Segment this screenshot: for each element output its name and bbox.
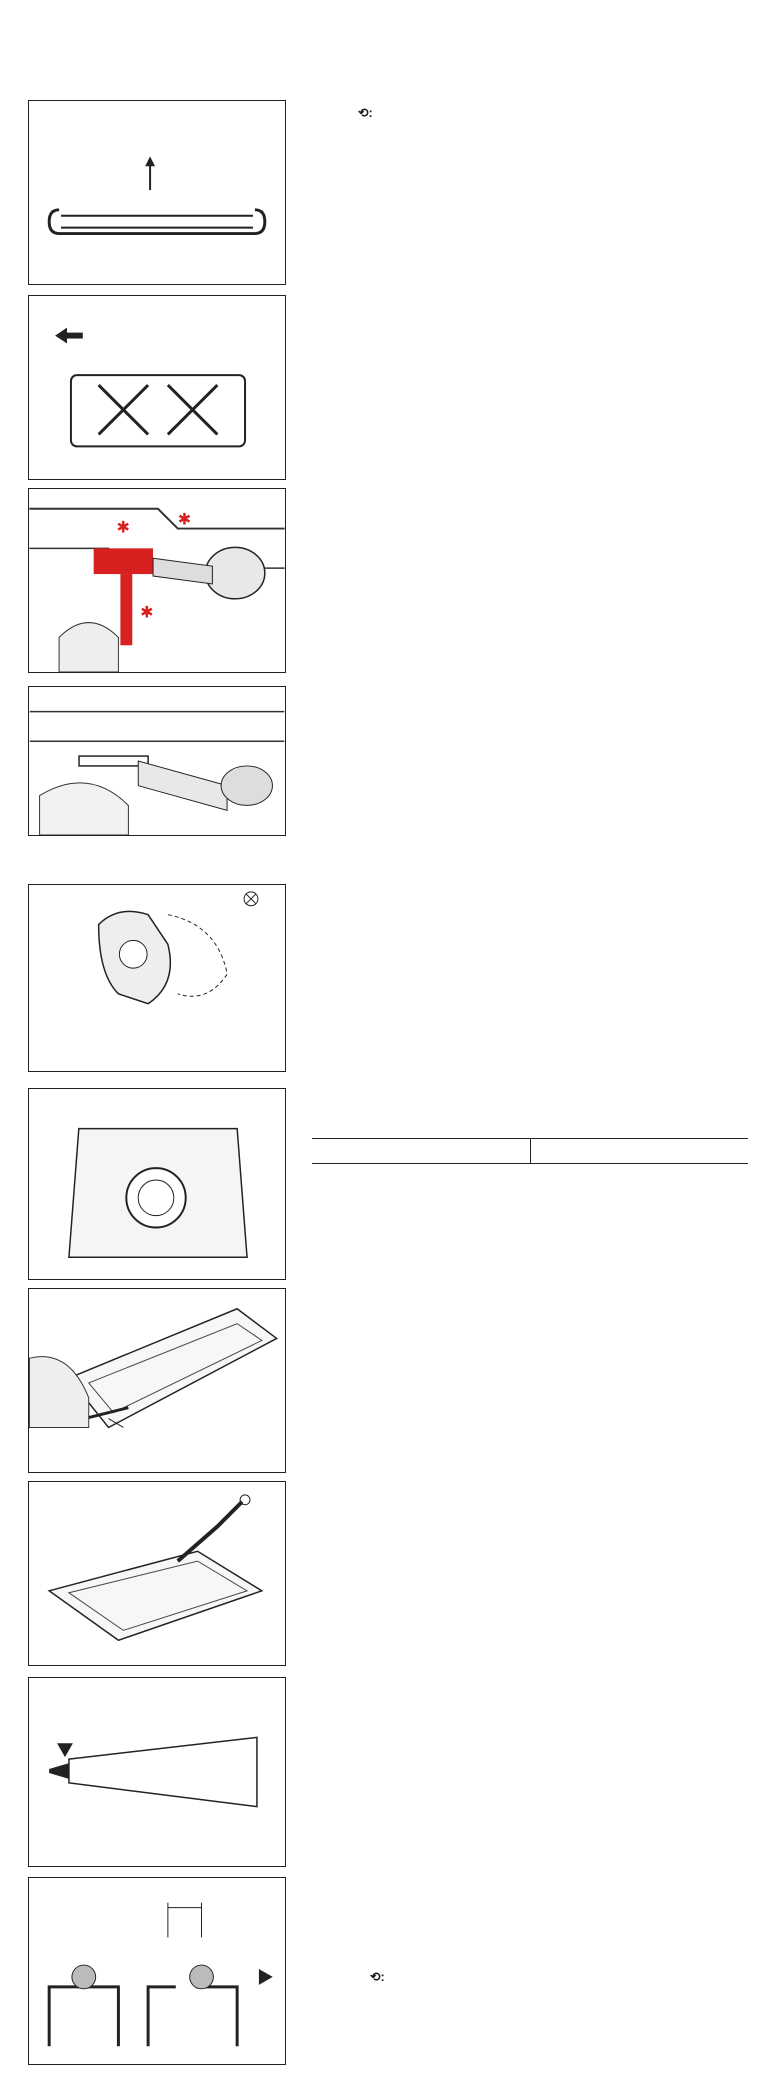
figure-slide-tool [28, 686, 286, 836]
figure-bolt-order [28, 295, 286, 480]
warning-star-icon-3: ✱ [140, 604, 154, 622]
discard-cross [246, 894, 256, 904]
up-arrow-head-icon [145, 156, 155, 166]
hammer-head [221, 766, 272, 805]
bolt-hole-section [148, 1987, 237, 2046]
hammer-handle [153, 558, 212, 584]
figure-special-tool [28, 488, 286, 673]
hammer-handle [138, 761, 227, 810]
repose-step5 [318, 1970, 748, 1986]
bolt-length-table [312, 1138, 748, 1164]
col-bolt-length [530, 1139, 748, 1164]
sealant-nozzle [240, 1495, 250, 1505]
flange-lines [61, 216, 253, 228]
torque-wrench-icon: ⟲: [358, 106, 373, 120]
special-tool-head [94, 548, 153, 574]
sealant-bead [72, 1965, 96, 1989]
hand-drawing [40, 783, 129, 835]
drain-plug-spec [308, 106, 748, 121]
sealant-bead-2 [190, 1965, 214, 1989]
pan-ribs [99, 385, 218, 434]
tube-nozzle [49, 1763, 69, 1779]
hand-drawing [29, 1357, 88, 1428]
warning-star-icon: ✱ [116, 519, 130, 537]
pan-edges [30, 712, 285, 742]
figure-pump-bolt-positions [28, 1088, 286, 1280]
special-tool-blade [120, 574, 132, 645]
figure-oil-pan-side [28, 100, 286, 285]
figure-oil-pump [28, 884, 286, 1072]
pump-gear [119, 940, 147, 968]
page-title [0, 22, 767, 48]
col-position [312, 1139, 530, 1164]
front-arrow-shaft [65, 333, 83, 339]
down-arrow-icon [57, 1743, 73, 1757]
flange-profile [49, 210, 265, 234]
figure-apply-sealant [28, 1481, 286, 1666]
oil-pan [69, 1309, 277, 1428]
torque-wrench-icon: ⟲: [370, 1970, 385, 1984]
sealant-gun [178, 1502, 242, 1561]
groove-section [49, 1987, 118, 2046]
sealant-tube [69, 1737, 257, 1806]
warning-star-icon-2: ✱ [177, 511, 192, 529]
section-depose [308, 100, 748, 121]
hammer-head [205, 547, 264, 598]
special-tool [79, 756, 148, 766]
gasket-outline [168, 915, 227, 997]
oil-pan-outline [71, 375, 245, 446]
engine-block-edge [29, 509, 284, 529]
right-arrow-icon [259, 1969, 273, 1985]
oil-pan-torque [318, 1970, 748, 1985]
figure-sealant-tube [28, 1677, 286, 1867]
crank-bore [126, 1168, 185, 1227]
hand-drawing [59, 623, 118, 672]
section-repose [308, 1086, 748, 1092]
figure-groove-bolt-hole [28, 1877, 286, 2065]
figure-scraper [28, 1288, 286, 1473]
